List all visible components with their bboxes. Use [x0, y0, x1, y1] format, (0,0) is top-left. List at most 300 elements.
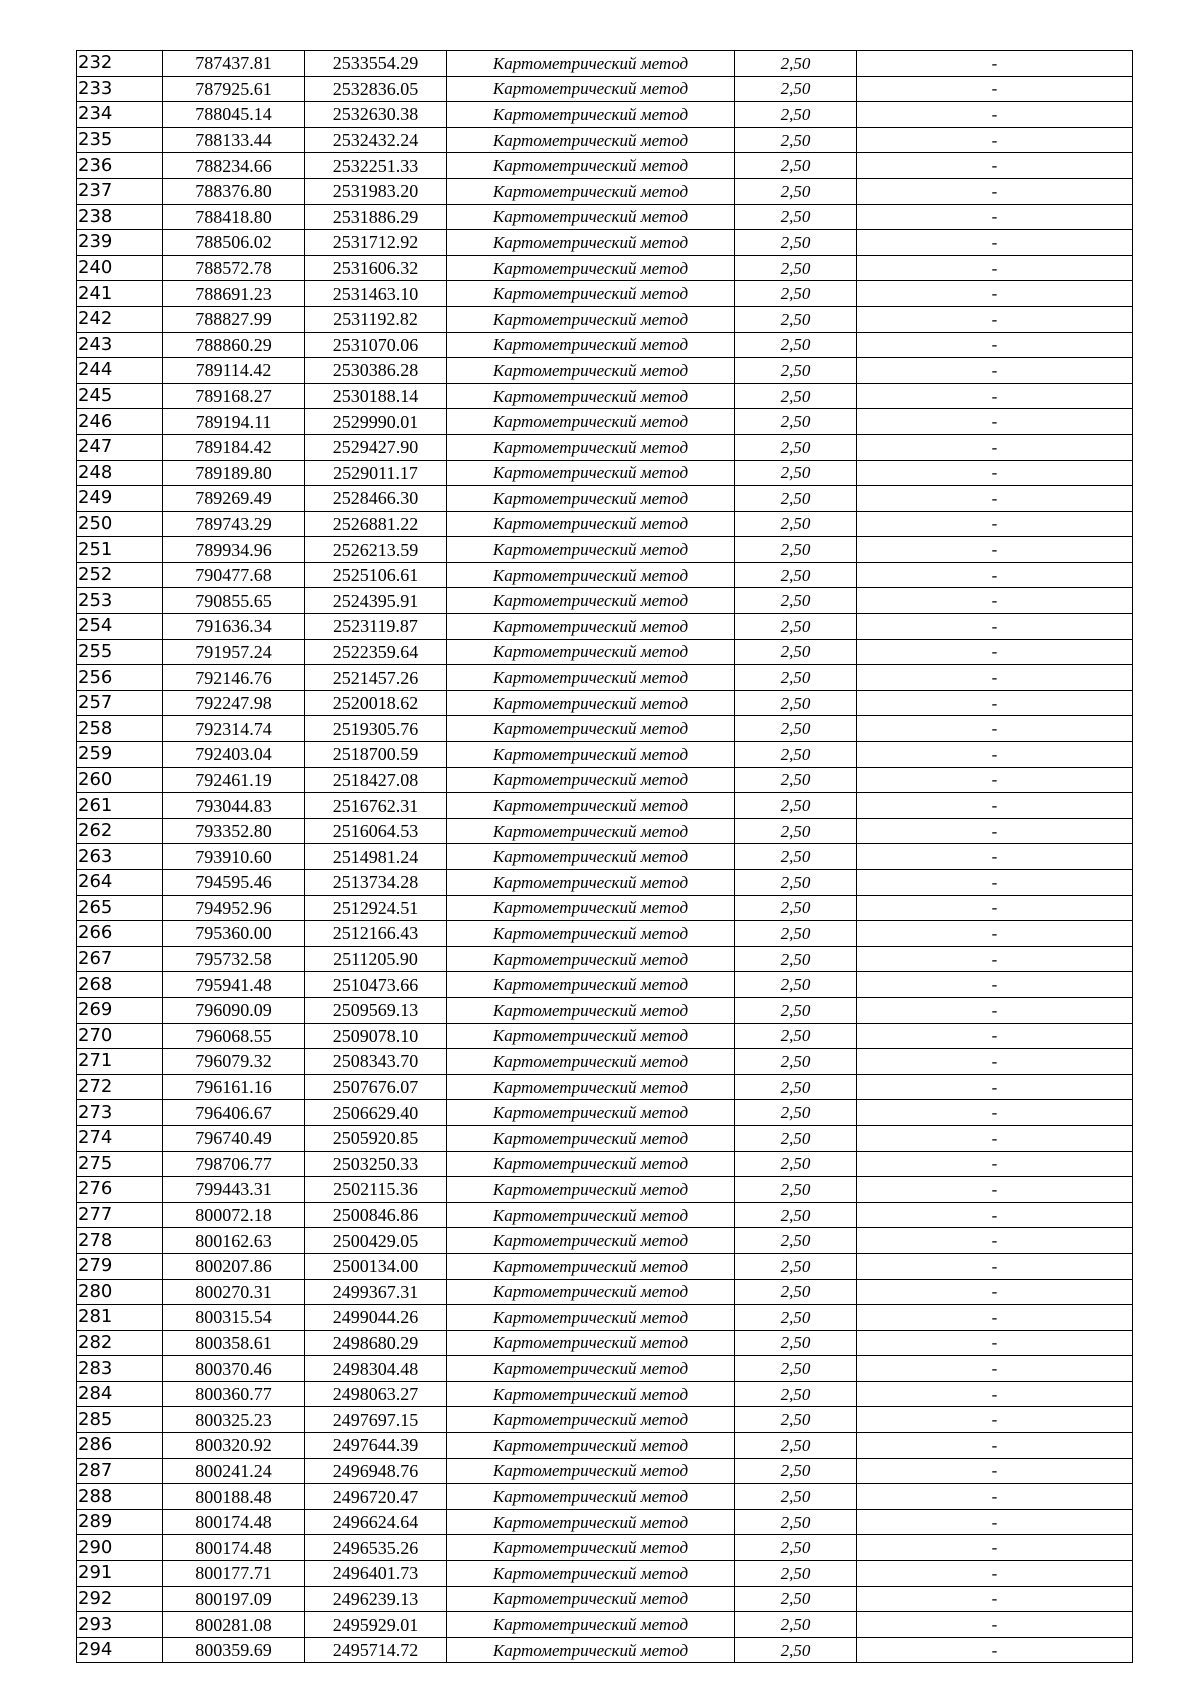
x-coordinate-cell: 800358.61: [163, 1330, 305, 1356]
method-cell: Картометрический метод: [447, 1305, 735, 1331]
x-coordinate-cell: 796161.16: [163, 1074, 305, 1100]
x-coordinate-cell: 800162.63: [163, 1228, 305, 1254]
note-cell: -: [857, 460, 1133, 486]
table-row: [77, 1228, 1133, 1254]
method-cell: Картометрический метод: [447, 127, 735, 153]
point-number-cell: 244: [77, 358, 163, 384]
note-cell: -: [857, 358, 1133, 384]
note-cell: -: [857, 946, 1133, 972]
y-coordinate-cell: 2518700.59: [305, 742, 447, 768]
note-cell: -: [857, 1535, 1133, 1561]
note-cell: -: [857, 1586, 1133, 1612]
y-coordinate-cell: 2531463.10: [305, 281, 447, 307]
note-cell: -: [857, 562, 1133, 588]
point-number-cell: 238: [77, 204, 163, 230]
y-coordinate-cell: 2508343.70: [305, 1049, 447, 1075]
point-number-cell: 275: [77, 1151, 163, 1177]
x-coordinate-cell: 789743.29: [163, 511, 305, 537]
table-row: [77, 1561, 1133, 1587]
point-number-cell: 293: [77, 1612, 163, 1638]
accuracy-cell: 2,50: [735, 511, 857, 537]
y-coordinate-cell: 2532251.33: [305, 153, 447, 179]
method-cell: Картометрический метод: [447, 281, 735, 307]
y-coordinate-cell: 2522359.64: [305, 639, 447, 665]
method-cell: Картометрический метод: [447, 716, 735, 742]
table-row: [77, 460, 1133, 486]
y-coordinate-cell: 2531712.92: [305, 230, 447, 256]
accuracy-cell: 2,50: [735, 1202, 857, 1228]
note-cell: -: [857, 1253, 1133, 1279]
y-coordinate-cell: 2530188.14: [305, 383, 447, 409]
point-number-cell: 294: [77, 1637, 163, 1663]
accuracy-cell: 2,50: [735, 870, 857, 896]
accuracy-cell: 2,50: [735, 1177, 857, 1203]
point-number-cell: 256: [77, 665, 163, 691]
point-number-cell: 257: [77, 690, 163, 716]
note-cell: -: [857, 1074, 1133, 1100]
point-number-cell: 233: [77, 76, 163, 102]
method-cell: Картометрический метод: [447, 665, 735, 691]
method-cell: Картометрический метод: [447, 102, 735, 128]
note-cell: -: [857, 1202, 1133, 1228]
note-cell: -: [857, 178, 1133, 204]
note-cell: -: [857, 1458, 1133, 1484]
note-cell: -: [857, 895, 1133, 921]
y-coordinate-cell: 2521457.26: [305, 665, 447, 691]
y-coordinate-cell: 2531606.32: [305, 255, 447, 281]
accuracy-cell: 2,50: [735, 460, 857, 486]
y-coordinate-cell: 2496624.64: [305, 1509, 447, 1535]
x-coordinate-cell: 793044.83: [163, 793, 305, 819]
table-row: [77, 588, 1133, 614]
table-row: [77, 230, 1133, 256]
accuracy-cell: 2,50: [735, 1228, 857, 1254]
x-coordinate-cell: 800359.69: [163, 1637, 305, 1663]
method-cell: Картометрический метод: [447, 946, 735, 972]
y-coordinate-cell: 2500846.86: [305, 1202, 447, 1228]
x-coordinate-cell: 800315.54: [163, 1305, 305, 1331]
accuracy-cell: 2,50: [735, 818, 857, 844]
accuracy-cell: 2,50: [735, 434, 857, 460]
note-cell: -: [857, 767, 1133, 793]
table-row: [77, 1484, 1133, 1510]
accuracy-cell: 2,50: [735, 1330, 857, 1356]
point-number-cell: 242: [77, 306, 163, 332]
method-cell: Картометрический метод: [447, 358, 735, 384]
method-cell: Картометрический метод: [447, 1049, 735, 1075]
method-cell: Картометрический метод: [447, 1125, 735, 1151]
x-coordinate-cell: 788506.02: [163, 230, 305, 256]
accuracy-cell: 2,50: [735, 1484, 857, 1510]
accuracy-cell: 2,50: [735, 1637, 857, 1663]
x-coordinate-cell: 790855.65: [163, 588, 305, 614]
table-row: [77, 332, 1133, 358]
y-coordinate-cell: 2533554.29: [305, 51, 447, 77]
table-row: [77, 1535, 1133, 1561]
accuracy-cell: 2,50: [735, 844, 857, 870]
accuracy-cell: 2,50: [735, 409, 857, 435]
y-coordinate-cell: 2502115.36: [305, 1177, 447, 1203]
point-number-cell: 276: [77, 1177, 163, 1203]
y-coordinate-cell: 2499044.26: [305, 1305, 447, 1331]
y-coordinate-cell: 2530386.28: [305, 358, 447, 384]
y-coordinate-cell: 2520018.62: [305, 690, 447, 716]
accuracy-cell: 2,50: [735, 1125, 857, 1151]
table-row: [77, 1356, 1133, 1382]
table-row: [77, 383, 1133, 409]
y-coordinate-cell: 2511205.90: [305, 946, 447, 972]
y-coordinate-cell: 2526881.22: [305, 511, 447, 537]
method-cell: Картометрический метод: [447, 742, 735, 768]
note-cell: -: [857, 639, 1133, 665]
table-row: [77, 1381, 1133, 1407]
table-row: [77, 1586, 1133, 1612]
method-cell: Картометрический метод: [447, 460, 735, 486]
method-cell: Картометрический метод: [447, 1612, 735, 1638]
table-row: [77, 1100, 1133, 1126]
method-cell: Картометрический метод: [447, 1535, 735, 1561]
table-row: [77, 1253, 1133, 1279]
method-cell: Картометрический метод: [447, 1151, 735, 1177]
y-coordinate-cell: 2495714.72: [305, 1637, 447, 1663]
point-number-cell: 285: [77, 1407, 163, 1433]
accuracy-cell: 2,50: [735, 614, 857, 640]
point-number-cell: 279: [77, 1253, 163, 1279]
method-cell: Картометрический метод: [447, 1330, 735, 1356]
y-coordinate-cell: 2519305.76: [305, 716, 447, 742]
y-coordinate-cell: 2532432.24: [305, 127, 447, 153]
method-cell: Картометрический метод: [447, 921, 735, 947]
accuracy-cell: 2,50: [735, 946, 857, 972]
table-row: [77, 870, 1133, 896]
table-row: [77, 102, 1133, 128]
x-coordinate-cell: 789189.80: [163, 460, 305, 486]
x-coordinate-cell: 798706.77: [163, 1151, 305, 1177]
method-cell: Картометрический метод: [447, 383, 735, 409]
y-coordinate-cell: 2528466.30: [305, 486, 447, 512]
accuracy-cell: 2,50: [735, 997, 857, 1023]
x-coordinate-cell: 791957.24: [163, 639, 305, 665]
accuracy-cell: 2,50: [735, 178, 857, 204]
table-row: [77, 1330, 1133, 1356]
accuracy-cell: 2,50: [735, 1381, 857, 1407]
x-coordinate-cell: 791636.34: [163, 614, 305, 640]
x-coordinate-cell: 789934.96: [163, 537, 305, 563]
point-number-cell: 234: [77, 102, 163, 128]
point-number-cell: 288: [77, 1484, 163, 1510]
method-cell: Картометрический метод: [447, 870, 735, 896]
x-coordinate-cell: 788418.80: [163, 204, 305, 230]
method-cell: Картометрический метод: [447, 1074, 735, 1100]
table-row: [77, 255, 1133, 281]
note-cell: -: [857, 1407, 1133, 1433]
point-number-cell: 243: [77, 332, 163, 358]
x-coordinate-cell: 788827.99: [163, 306, 305, 332]
note-cell: -: [857, 306, 1133, 332]
table-row: [77, 1407, 1133, 1433]
accuracy-cell: 2,50: [735, 1279, 857, 1305]
y-coordinate-cell: 2514981.24: [305, 844, 447, 870]
method-cell: Картометрический метод: [447, 537, 735, 563]
y-coordinate-cell: 2496720.47: [305, 1484, 447, 1510]
y-coordinate-cell: 2498680.29: [305, 1330, 447, 1356]
point-number-cell: 232: [77, 51, 163, 77]
method-cell: Картометрический метод: [447, 588, 735, 614]
note-cell: -: [857, 511, 1133, 537]
note-cell: -: [857, 434, 1133, 460]
y-coordinate-cell: 2529011.17: [305, 460, 447, 486]
point-number-cell: 265: [77, 895, 163, 921]
point-number-cell: 269: [77, 997, 163, 1023]
point-number-cell: 292: [77, 1586, 163, 1612]
method-cell: Картометрический метод: [447, 434, 735, 460]
table-row: [77, 562, 1133, 588]
x-coordinate-cell: 788572.78: [163, 255, 305, 281]
x-coordinate-cell: 794952.96: [163, 895, 305, 921]
method-cell: Картометрический метод: [447, 1279, 735, 1305]
x-coordinate-cell: 788234.66: [163, 153, 305, 179]
y-coordinate-cell: 2496535.26: [305, 1535, 447, 1561]
y-coordinate-cell: 2495929.01: [305, 1612, 447, 1638]
table-row: [77, 767, 1133, 793]
y-coordinate-cell: 2496948.76: [305, 1458, 447, 1484]
accuracy-cell: 2,50: [735, 562, 857, 588]
accuracy-cell: 2,50: [735, 639, 857, 665]
point-number-cell: 261: [77, 793, 163, 819]
x-coordinate-cell: 787925.61: [163, 76, 305, 102]
y-coordinate-cell: 2509078.10: [305, 1023, 447, 1049]
method-cell: Картометрический метод: [447, 1023, 735, 1049]
method-cell: Картометрический метод: [447, 997, 735, 1023]
accuracy-cell: 2,50: [735, 537, 857, 563]
accuracy-cell: 2,50: [735, 895, 857, 921]
table-row: [77, 1023, 1133, 1049]
note-cell: -: [857, 972, 1133, 998]
table-row: [77, 972, 1133, 998]
method-cell: Картометрический метод: [447, 511, 735, 537]
table-row: [77, 1637, 1133, 1663]
note-cell: -: [857, 716, 1133, 742]
coordinates-table: [76, 50, 1133, 1663]
point-number-cell: 235: [77, 127, 163, 153]
y-coordinate-cell: 2498304.48: [305, 1356, 447, 1382]
accuracy-cell: 2,50: [735, 1509, 857, 1535]
note-cell: -: [857, 153, 1133, 179]
y-coordinate-cell: 2500429.05: [305, 1228, 447, 1254]
method-cell: Картометрический метод: [447, 306, 735, 332]
point-number-cell: 263: [77, 844, 163, 870]
note-cell: -: [857, 255, 1133, 281]
table-row: [77, 793, 1133, 819]
x-coordinate-cell: 787437.81: [163, 51, 305, 77]
accuracy-cell: 2,50: [735, 1253, 857, 1279]
note-cell: -: [857, 486, 1133, 512]
x-coordinate-cell: 795941.48: [163, 972, 305, 998]
note-cell: -: [857, 870, 1133, 896]
point-number-cell: 254: [77, 614, 163, 640]
point-number-cell: 255: [77, 639, 163, 665]
method-cell: Картометрический метод: [447, 1100, 735, 1126]
x-coordinate-cell: 792146.76: [163, 665, 305, 691]
table-row: [77, 1177, 1133, 1203]
note-cell: -: [857, 1612, 1133, 1638]
table-row: [77, 51, 1133, 77]
y-coordinate-cell: 2512166.43: [305, 921, 447, 947]
y-coordinate-cell: 2526213.59: [305, 537, 447, 563]
method-cell: Картометрический метод: [447, 895, 735, 921]
x-coordinate-cell: 800370.46: [163, 1356, 305, 1382]
x-coordinate-cell: 799443.31: [163, 1177, 305, 1203]
method-cell: Картометрический метод: [447, 793, 735, 819]
point-number-cell: 287: [77, 1458, 163, 1484]
method-cell: Картометрический метод: [447, 1458, 735, 1484]
accuracy-cell: 2,50: [735, 383, 857, 409]
method-cell: Картометрический метод: [447, 1586, 735, 1612]
method-cell: Картометрический метод: [447, 255, 735, 281]
x-coordinate-cell: 800270.31: [163, 1279, 305, 1305]
point-number-cell: 283: [77, 1356, 163, 1382]
method-cell: Картометрический метод: [447, 972, 735, 998]
y-coordinate-cell: 2503250.33: [305, 1151, 447, 1177]
x-coordinate-cell: 789114.42: [163, 358, 305, 384]
point-number-cell: 289: [77, 1509, 163, 1535]
note-cell: -: [857, 1305, 1133, 1331]
point-number-cell: 258: [77, 716, 163, 742]
y-coordinate-cell: 2531983.20: [305, 178, 447, 204]
method-cell: Картометрический метод: [447, 562, 735, 588]
accuracy-cell: 2,50: [735, 665, 857, 691]
table-row: [77, 537, 1133, 563]
note-cell: -: [857, 1023, 1133, 1049]
y-coordinate-cell: 2531886.29: [305, 204, 447, 230]
y-coordinate-cell: 2532836.05: [305, 76, 447, 102]
y-coordinate-cell: 2497697.15: [305, 1407, 447, 1433]
point-number-cell: 245: [77, 383, 163, 409]
accuracy-cell: 2,50: [735, 76, 857, 102]
x-coordinate-cell: 793910.60: [163, 844, 305, 870]
note-cell: -: [857, 665, 1133, 691]
note-cell: -: [857, 537, 1133, 563]
point-number-cell: 290: [77, 1535, 163, 1561]
accuracy-cell: 2,50: [735, 1433, 857, 1459]
y-coordinate-cell: 2525106.61: [305, 562, 447, 588]
table-row: [77, 1433, 1133, 1459]
note-cell: -: [857, 102, 1133, 128]
accuracy-cell: 2,50: [735, 127, 857, 153]
point-number-cell: 262: [77, 818, 163, 844]
accuracy-cell: 2,50: [735, 767, 857, 793]
point-number-cell: 248: [77, 460, 163, 486]
point-number-cell: 280: [77, 1279, 163, 1305]
point-number-cell: 252: [77, 562, 163, 588]
method-cell: Картометрический метод: [447, 76, 735, 102]
point-number-cell: 237: [77, 178, 163, 204]
method-cell: Картометрический метод: [447, 1177, 735, 1203]
y-coordinate-cell: 2498063.27: [305, 1381, 447, 1407]
table-row: [77, 742, 1133, 768]
accuracy-cell: 2,50: [735, 281, 857, 307]
accuracy-cell: 2,50: [735, 102, 857, 128]
table-row: [77, 1074, 1133, 1100]
x-coordinate-cell: 800320.92: [163, 1433, 305, 1459]
point-number-cell: 284: [77, 1381, 163, 1407]
accuracy-cell: 2,50: [735, 1612, 857, 1638]
x-coordinate-cell: 790477.68: [163, 562, 305, 588]
point-number-cell: 259: [77, 742, 163, 768]
point-number-cell: 239: [77, 230, 163, 256]
note-cell: -: [857, 1381, 1133, 1407]
y-coordinate-cell: 2505920.85: [305, 1125, 447, 1151]
method-cell: Картометрический метод: [447, 1561, 735, 1587]
table-row: [77, 486, 1133, 512]
note-cell: -: [857, 997, 1133, 1023]
x-coordinate-cell: 788691.23: [163, 281, 305, 307]
note-cell: -: [857, 127, 1133, 153]
y-coordinate-cell: 2497644.39: [305, 1433, 447, 1459]
x-coordinate-cell: 800325.23: [163, 1407, 305, 1433]
accuracy-cell: 2,50: [735, 153, 857, 179]
y-coordinate-cell: 2518427.08: [305, 767, 447, 793]
x-coordinate-cell: 796740.49: [163, 1125, 305, 1151]
y-coordinate-cell: 2524395.91: [305, 588, 447, 614]
point-number-cell: 236: [77, 153, 163, 179]
table-row: [77, 1612, 1133, 1638]
x-coordinate-cell: 795732.58: [163, 946, 305, 972]
note-cell: -: [857, 818, 1133, 844]
point-number-cell: 268: [77, 972, 163, 998]
note-cell: -: [857, 1177, 1133, 1203]
accuracy-cell: 2,50: [735, 1151, 857, 1177]
table-row: [77, 716, 1133, 742]
note-cell: -: [857, 921, 1133, 947]
table-row: [77, 434, 1133, 460]
note-cell: -: [857, 588, 1133, 614]
note-cell: -: [857, 1100, 1133, 1126]
table-row: [77, 946, 1133, 972]
note-cell: -: [857, 1561, 1133, 1587]
point-number-cell: 282: [77, 1330, 163, 1356]
point-number-cell: 281: [77, 1305, 163, 1331]
accuracy-cell: 2,50: [735, 1407, 857, 1433]
y-coordinate-cell: 2496401.73: [305, 1561, 447, 1587]
x-coordinate-cell: 800188.48: [163, 1484, 305, 1510]
table-row: [77, 127, 1133, 153]
accuracy-cell: 2,50: [735, 332, 857, 358]
point-number-cell: 250: [77, 511, 163, 537]
x-coordinate-cell: 792461.19: [163, 767, 305, 793]
point-number-cell: 278: [77, 1228, 163, 1254]
x-coordinate-cell: 792247.98: [163, 690, 305, 716]
method-cell: Картометрический метод: [447, 332, 735, 358]
point-number-cell: 286: [77, 1433, 163, 1459]
table-row: [77, 1049, 1133, 1075]
method-cell: Картометрический метод: [447, 1484, 735, 1510]
table-row: [77, 358, 1133, 384]
y-coordinate-cell: 2516064.53: [305, 818, 447, 844]
method-cell: Картометрический метод: [447, 767, 735, 793]
point-number-cell: 264: [77, 870, 163, 896]
note-cell: -: [857, 1125, 1133, 1151]
table-row: [77, 76, 1133, 102]
y-coordinate-cell: 2512924.51: [305, 895, 447, 921]
accuracy-cell: 2,50: [735, 1100, 857, 1126]
method-cell: Картометрический метод: [447, 1433, 735, 1459]
accuracy-cell: 2,50: [735, 204, 857, 230]
x-coordinate-cell: 788133.44: [163, 127, 305, 153]
x-coordinate-cell: 800360.77: [163, 1381, 305, 1407]
table-row: [77, 409, 1133, 435]
method-cell: Картометрический метод: [447, 178, 735, 204]
